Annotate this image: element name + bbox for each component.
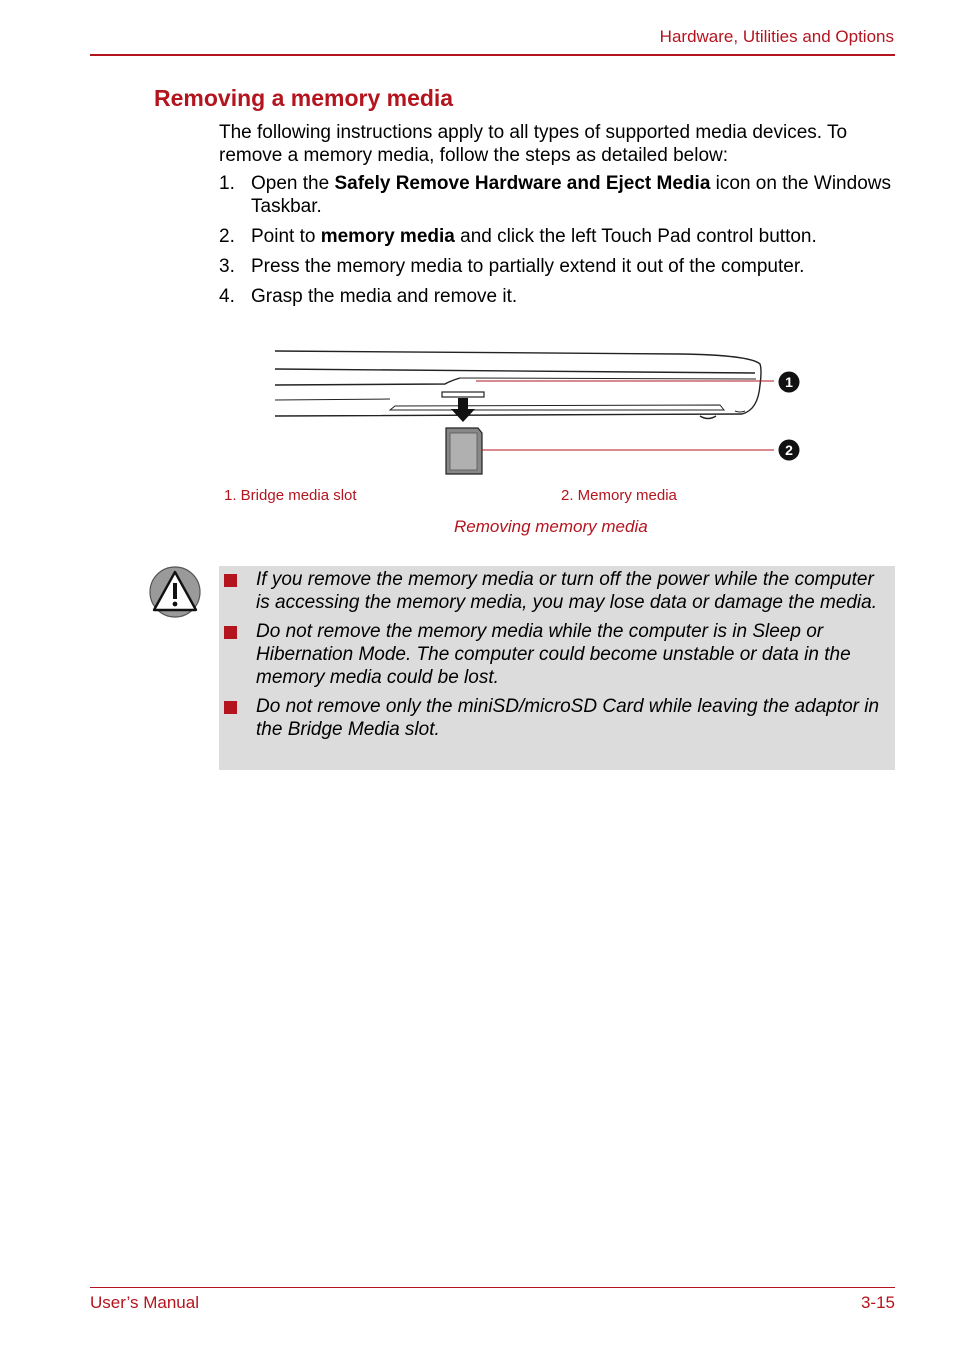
step-number: 1.	[219, 173, 235, 194]
bridge-media-slot	[442, 392, 484, 397]
header-rule	[90, 54, 895, 56]
step-text: Grasp the media and remove it.	[251, 286, 518, 307]
step-bold-text: memory media	[320, 226, 455, 247]
figure-label-memory-media: 2. Memory media	[561, 487, 677, 504]
warning-list	[222, 568, 892, 747]
step-text: icon on the Windows Taskbar.	[251, 173, 891, 217]
step-text: Point to	[251, 226, 321, 247]
figure-label-bridge-media-slot: 1. Bridge media slot	[224, 487, 357, 504]
step-item	[219, 225, 899, 248]
warning-text: Do not remove the memory media while the computer is in Sleep or Hibernation Mode. The computer could become unstable or data in the memory media could be lost.	[256, 621, 851, 688]
square-bullet-icon	[224, 574, 237, 587]
memory-card	[446, 428, 482, 474]
step-item	[219, 172, 899, 218]
figure-caption: Removing memory media	[454, 517, 648, 536]
step-number: 3.	[219, 256, 235, 277]
step-bold-text: Safely Remove Hardware and Eject Media	[334, 173, 711, 194]
section-heading: Removing a memory media	[154, 85, 454, 111]
warning-item	[222, 695, 892, 741]
memory-media-illustration	[260, 340, 810, 485]
step-number: 4.	[219, 286, 235, 307]
square-bullet-icon	[224, 701, 237, 714]
warning-text: If you remove the memory media or turn off the power while the computer is accessing the memory media, you may lose data or damage the media.	[256, 569, 877, 613]
callout-1	[779, 372, 800, 393]
step-item	[219, 285, 899, 308]
warning-text: Do not remove only the miniSD/microSD Card while leaving the adaptor in the Bridge Media slot.	[256, 696, 880, 740]
step-text: Open the	[251, 173, 335, 194]
laptop-side-view	[275, 351, 761, 419]
step-text: Press the memory media to partially extend it out of the computer.	[251, 256, 805, 277]
warning-icon	[148, 565, 202, 619]
page-number: 3-15	[860, 1293, 895, 1312]
step-item	[219, 255, 899, 278]
callout-2	[779, 440, 800, 461]
warning-item	[222, 568, 892, 614]
step-number: 2.	[219, 226, 235, 247]
square-bullet-icon	[224, 626, 237, 639]
callout-1-number: 1	[785, 374, 793, 390]
footer-manual-title: User’s Manual	[90, 1293, 199, 1312]
callout-2-number: 2	[785, 442, 793, 458]
intro-paragraph: The following instructions apply to all types of supported media devices. To remove a memory media, follow the steps as detailed below:	[219, 122, 848, 166]
warning-item	[222, 620, 892, 689]
down-arrow-icon	[451, 398, 475, 422]
steps-list	[219, 172, 899, 315]
running-header: Hardware, Utilities and Options	[659, 27, 894, 46]
footer-rule	[90, 1287, 895, 1288]
step-text: and click the left Touch Pad control button.	[454, 226, 817, 247]
